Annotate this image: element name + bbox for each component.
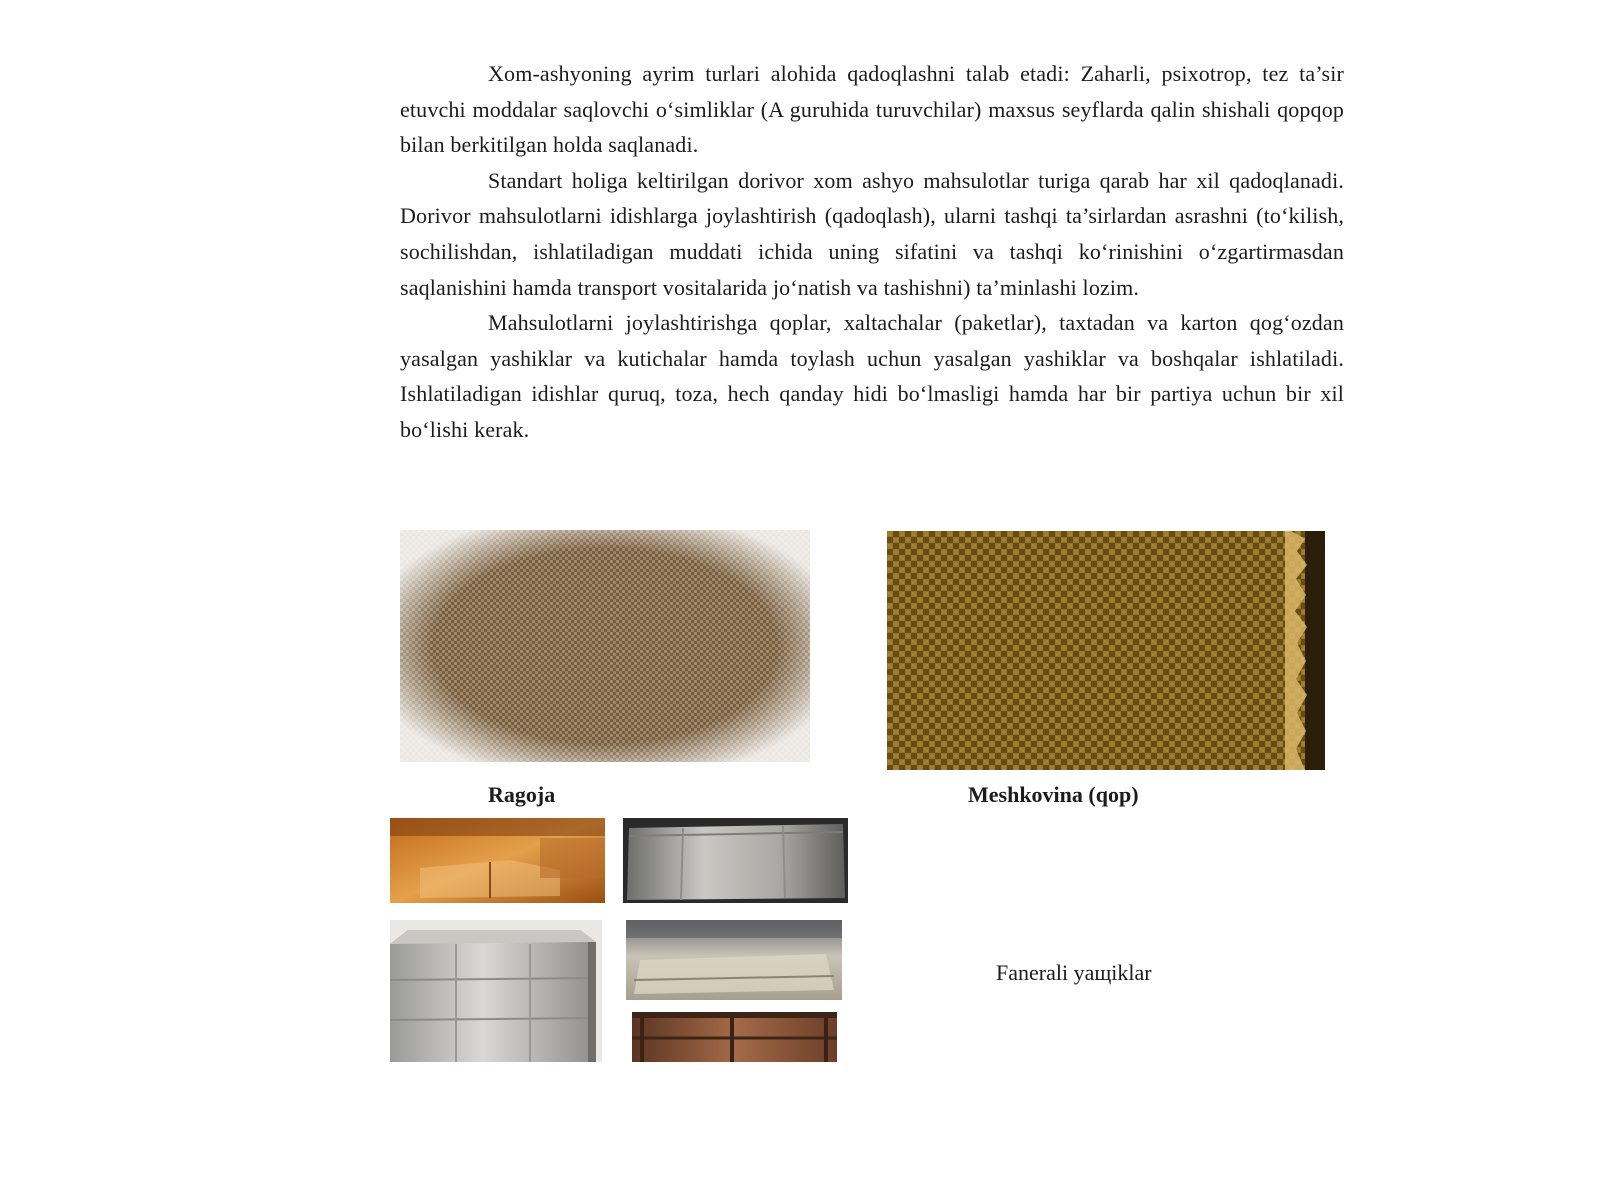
paragraph-3: Mahsulotlarni joylashtirishga qoplar, xaltachalar (paketlar), taxtadan va karton qog‘ozdan yasalgan yashiklar va kutichalar hamda toylash uchun yasalgan yashiklar va boshqalar ishlatiladi. Ishlatiladigan idishlar quruq, toza, hech qanday hidi bo‘lmasligi hamda har bir partiya uchun bir xil bo‘lishi kerak. [400, 310, 1344, 442]
paragraph-2: Standart holiga keltirilgan dorivor xom ashyo mahsulotlar turiga qarab har xil qadoqlanadi. Dorivor mahsulotlarni idishlarga joylashtirish (qadoqlash), ularni tashqi ta’sirlardan asrashni (to‘kilish, sochilishdan, ishlatiladigan muddati ichida uning sifatini va tashqi ko‘rinishini o‘zgartirmasdan saqlanishini hamda transport vositalarida jo‘natish va tashishni) ta’minlashi lozim. [400, 167, 1344, 300]
dark-wooden-crate-image [632, 1012, 837, 1062]
caption-meshkovina: Meshkovina (qop) [968, 782, 1139, 807]
ragoja-image [400, 530, 810, 762]
caption-ragoja: Ragoja [488, 782, 556, 807]
paragraph-1: Xom-ashyoning ayrim turlari alohida qadoqlashni talab etadi: Zaharli, psixotrop, tez ta’sir etuvchi moddalar saqlovchi o‘simliklar (A guruhida turuvchilar) maxsus seyflarda qalin shishali qopqop bilan berkitilgan holda saqlanadi. [400, 61, 1344, 158]
meshkovina-image [887, 531, 1325, 770]
wooden-crates-image [390, 818, 605, 903]
silver-crate-image [623, 818, 848, 903]
large-plywood-crate-image [390, 920, 602, 1062]
caption-fanerali: Fanerali yaщiklar [996, 960, 1152, 985]
plywood-sheets-image [626, 920, 842, 1000]
body-text [400, 56, 1344, 448]
